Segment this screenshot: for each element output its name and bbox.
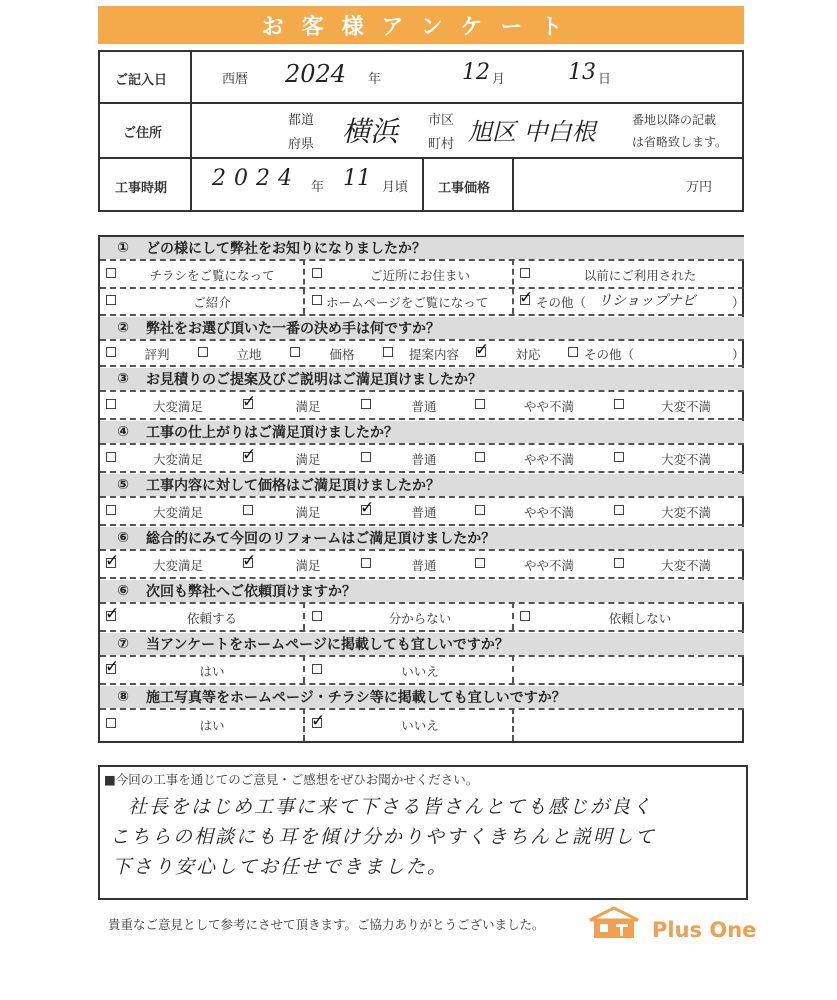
q5-option-4-label: やや不満 <box>523 505 574 520</box>
q4-option-5-checkbox[interactable] <box>614 452 624 462</box>
comment-line-2: こちらの相談にも耳を傾け分かりやすくきちんと説明して <box>110 826 657 848</box>
q5-option-2-label: 満足 <box>295 505 321 520</box>
question-5-header <box>100 474 744 496</box>
address-note-2: は省略致します。 <box>632 135 728 149</box>
q4-option-5-label: 大変不満 <box>660 452 711 467</box>
q4-option-3-label: 普通 <box>411 452 437 467</box>
address-note-1: 番地以降の記載 <box>632 113 717 127</box>
pref-value: 横浜 <box>342 115 399 148</box>
pref-label-bottom: 府県 <box>288 137 315 152</box>
q1-option-5-checkbox[interactable] <box>312 295 322 305</box>
q1-option-4-label: ご紹介 <box>193 295 231 310</box>
header-info-box <box>98 50 744 212</box>
q2-option-5-checkbox[interactable] <box>476 347 486 357</box>
q6-option-5-checkbox[interactable] <box>614 558 624 568</box>
q8-option-2-label: いいえ <box>401 664 439 679</box>
q3-option-1-label: 大変満足 <box>152 399 203 414</box>
question-4-text: 工事の仕上がりはご満足頂けましたか？ <box>146 425 398 441</box>
entry-month-value: 12 <box>462 60 490 85</box>
q1-option-2-checkbox[interactable] <box>312 268 322 278</box>
q3-option-4-checkbox[interactable] <box>475 399 485 409</box>
q8-option-2-checkbox[interactable] <box>312 664 322 674</box>
question-3-header <box>100 368 744 390</box>
city-value: 旭区 中白根 <box>468 118 596 146</box>
plus-one-logo-icon <box>586 906 642 940</box>
q1-option-3-checkbox[interactable] <box>520 268 530 278</box>
q1-option-3-label: 以前にご利用された <box>583 268 697 283</box>
work-year-value: 2024 <box>212 166 300 191</box>
q1-option-6-label: その他（ <box>536 295 587 310</box>
q9-option-2-label: いいえ <box>401 718 439 733</box>
survey-title: お客様アンケート <box>98 6 744 44</box>
q4-option-4-checkbox[interactable] <box>475 452 485 462</box>
price-unit: 万円 <box>686 180 713 195</box>
month-unit: 月 <box>492 72 506 87</box>
q7-option-1-label: 依頼する <box>186 611 237 626</box>
question-2-number: ② <box>117 320 129 336</box>
question-5-text: 工事内容に対して価格はご満足頂けましたか？ <box>146 478 440 494</box>
q2-option-4-checkbox[interactable] <box>383 347 393 357</box>
question-2-text: 弊社をお選び頂いた一番の決め手は何ですか？ <box>146 321 440 337</box>
question-8-header <box>100 633 744 655</box>
plus-one-logo-text: Plus One <box>652 918 757 942</box>
question-7-text: 次回も弊社へご依頼頂けますか？ <box>146 584 356 600</box>
question-7-number: ⑥ <box>117 583 129 599</box>
q6-option-2-checkbox[interactable] <box>243 558 253 568</box>
q1-option-1-checkbox[interactable] <box>106 268 116 278</box>
q5-option-3-checkbox[interactable] <box>361 505 371 515</box>
q2-option-5-label: 対応 <box>515 347 541 362</box>
question-1-number: ① <box>117 240 129 256</box>
q7-option-1-checkbox[interactable] <box>106 611 116 621</box>
question-6-text: 総合的にみて今回のリフォームはご満足頂けましたか？ <box>146 531 496 547</box>
q7-option-3-checkbox[interactable] <box>520 611 530 621</box>
thanks-message: 貴重なご意見として参考にさせて頂きます。ご協力ありがとうございました。 <box>108 917 545 932</box>
entry-date-label: ご記入日 <box>115 73 168 88</box>
question-9-number: ⑧ <box>117 689 129 705</box>
pref-label-top: 都道 <box>288 113 315 128</box>
q3-option-3-checkbox[interactable] <box>361 399 371 409</box>
q6-option-3-checkbox[interactable] <box>361 558 371 568</box>
q1-option-4-checkbox[interactable] <box>106 295 116 305</box>
q2-option-2-checkbox[interactable] <box>198 347 208 357</box>
entry-year-value: 2024 <box>285 60 347 88</box>
q7-option-2-checkbox[interactable] <box>312 611 322 621</box>
q1-other-value: リショップナビ <box>598 293 696 309</box>
city-label-bottom: 町村 <box>428 137 455 152</box>
q6-option-1-label: 大変満足 <box>152 558 203 573</box>
q5-option-2-checkbox[interactable] <box>243 505 253 515</box>
q5-option-1-checkbox[interactable] <box>106 505 116 515</box>
q5-option-4-checkbox[interactable] <box>475 505 485 515</box>
q9-option-1-label: はい <box>199 718 225 733</box>
q6-option-2-label: 満足 <box>295 558 321 573</box>
q3-option-3-label: 普通 <box>411 399 437 414</box>
year-unit: 年 <box>368 72 382 87</box>
question-6-header <box>100 527 744 549</box>
q2-option-1-label: 評判 <box>144 347 170 362</box>
q2-option-6-label: その他（ <box>584 347 635 362</box>
q4-option-1-label: 大変満足 <box>152 452 203 467</box>
price-label: 工事価格 <box>438 181 491 196</box>
work-month-unit: 月頃 <box>382 180 409 195</box>
q1-option-6-checkbox[interactable] <box>520 295 530 305</box>
q2-option-3-checkbox[interactable] <box>290 347 300 357</box>
q2-option-4-label: 提案内容 <box>408 347 459 362</box>
q5-option-5-label: 大変不満 <box>660 505 711 520</box>
q3-option-2-label: 満足 <box>295 399 321 414</box>
question-5-number: ⑤ <box>117 477 129 493</box>
address-label: ご住所 <box>123 126 163 141</box>
q1-option-5-label: ホームページをご覧になって <box>326 295 489 310</box>
work-year-unit: 年 <box>311 180 325 195</box>
q4-option-3-checkbox[interactable] <box>361 452 371 462</box>
q3-option-5-label: 大変不満 <box>660 399 711 414</box>
q2-option-3-label: 価格 <box>329 347 355 362</box>
question-4-number: ④ <box>117 424 129 440</box>
q5-option-1-label: 大変満足 <box>152 505 203 520</box>
q5-option-3-label: 普通 <box>411 505 437 520</box>
q4-option-4-label: やや不満 <box>523 452 574 467</box>
q6-option-4-checkbox[interactable] <box>475 558 485 568</box>
work-period-label: 工事時期 <box>115 181 168 196</box>
q4-option-2-checkbox[interactable] <box>243 452 253 462</box>
question-3-number: ③ <box>117 371 129 387</box>
question-1-text: どの様にして弊社をお知りになりましたか？ <box>146 241 426 257</box>
city-label-top: 市区 <box>428 113 455 128</box>
q4-option-1-checkbox[interactable] <box>106 452 116 462</box>
q7-option-3-label: 依頼しない <box>608 611 672 626</box>
q1-option-2-label: ご近所にお住まい <box>369 268 470 283</box>
q8-option-1-checkbox[interactable] <box>106 664 116 674</box>
q4-option-2-label: 満足 <box>295 452 321 467</box>
question-7-header <box>100 580 744 602</box>
q2-option-1-checkbox[interactable] <box>106 347 116 357</box>
q6-option-3-label: 普通 <box>411 558 437 573</box>
question-6-number: ⑥ <box>117 530 129 546</box>
q3-option-2-checkbox[interactable] <box>243 399 253 409</box>
comment-line-1: 社長をはじめ工事に来て下さる皆さんとても感じが良く <box>128 796 654 818</box>
q1-other-close: ） <box>732 295 745 310</box>
question-4-header <box>100 421 744 443</box>
q2-option-2-label: 立地 <box>236 347 262 362</box>
day-unit: 日 <box>598 72 612 87</box>
question-9-header <box>100 686 744 708</box>
q1-option-1-label: チラシをご覧になって <box>149 268 275 283</box>
question-8-number: ⑦ <box>117 636 129 652</box>
q8-option-1-label: はい <box>199 664 225 679</box>
q9-option-1-checkbox[interactable] <box>106 718 116 728</box>
q3-option-5-checkbox[interactable] <box>614 399 624 409</box>
q6-option-5-label: 大変不満 <box>660 558 711 573</box>
q5-option-5-checkbox[interactable] <box>614 505 624 515</box>
era-label: 西暦 <box>222 72 249 87</box>
q6-option-1-checkbox[interactable] <box>106 558 116 568</box>
comments-label: ■今回の工事を通じてのご意見・ご感想をぜひお聞かせください。 <box>104 772 479 787</box>
q2-other-close: ） <box>732 347 745 362</box>
question-1-header <box>100 237 744 259</box>
q7-option-2-label: 分からない <box>388 611 452 626</box>
work-month-value: 11 <box>343 166 371 191</box>
q3-option-1-checkbox[interactable] <box>106 399 116 409</box>
question-8-text: 当アンケートをホームページに掲載しても宜しいですか？ <box>146 637 509 653</box>
comment-line-3: 下さり安心してお任せできました。 <box>112 856 449 878</box>
entry-day-value: 13 <box>568 60 596 85</box>
question-2-header <box>100 317 744 339</box>
q9-option-2-checkbox[interactable] <box>312 718 322 728</box>
q2-option-6-checkbox[interactable] <box>568 347 578 357</box>
q6-option-4-label: やや不満 <box>523 558 574 573</box>
question-3-text: お見積りのご提案及びご説明はご満足頂けましたか？ <box>146 372 482 388</box>
question-9-text: 施工写真等をホームページ・チラシ等に掲載しても宜しいですか？ <box>146 690 566 706</box>
q3-option-4-label: やや不満 <box>523 399 574 414</box>
